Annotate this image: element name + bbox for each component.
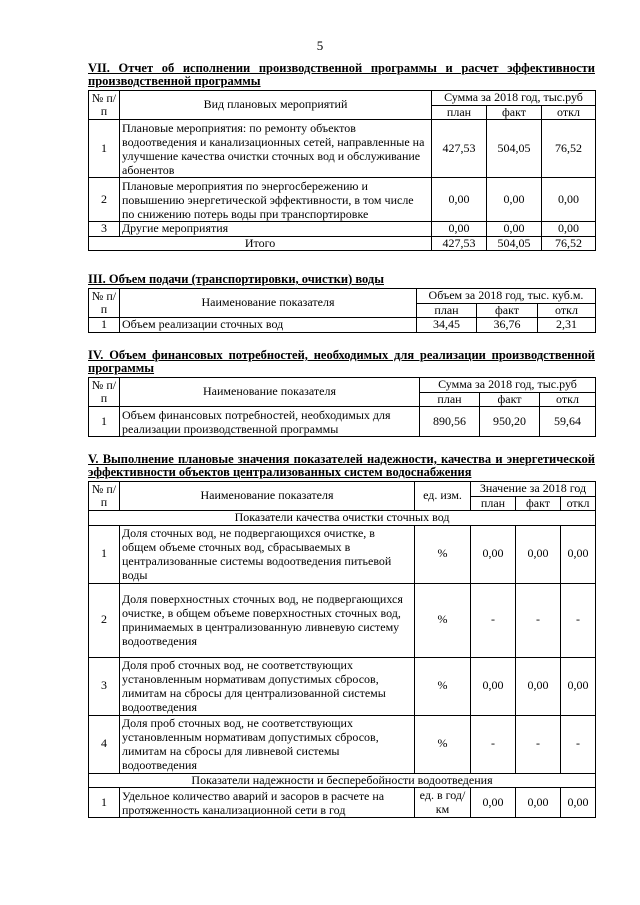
header-fact: факт: [516, 496, 561, 511]
row-unit: ед. в год/ км: [415, 788, 471, 818]
row-num: 2: [89, 583, 120, 657]
table-row: [89, 222, 596, 237]
header-plan: план: [420, 392, 480, 407]
total-label: Итого: [89, 236, 432, 251]
row-plan: 890,56: [420, 407, 480, 437]
header-fact: факт: [477, 303, 538, 318]
row-name: Доля проб сточных вод, не соответствующих установленным нормативам допустимых сбросов, лимитам на сбросы для ливневой системы водоотведения: [120, 715, 415, 773]
header-sum: Сумма за 2018 год, тыс.руб: [420, 378, 596, 393]
header-fact: факт: [480, 392, 540, 407]
header-name: Вид плановых мероприятий: [120, 91, 432, 120]
row-otkl: 0,00: [542, 178, 596, 222]
header-num: № п/п: [89, 482, 120, 511]
row-num: 3: [89, 222, 120, 237]
header-name: Наименование показателя: [120, 378, 420, 407]
row-num: 1: [89, 407, 120, 437]
row-name: Объем финансовых потребностей, необходимых для реализации производственной программы: [120, 407, 420, 437]
row-name: Доля сточных вод, не подвергающихся очистке, в общем объеме сточных вод, сбрасываемых в централизованные системы водоотведения питьевой воды: [120, 525, 415, 583]
page-number: 5: [316, 38, 324, 53]
header-otkl: откл: [561, 496, 596, 511]
section-vii-table: [88, 90, 596, 251]
row-otkl: 59,64: [540, 407, 596, 437]
row-name: Доля поверхностных сточных вод, не подвергающихся очистке, в общем объеме поверхностных сточных вод, принимаемых в централизованную ливневую систему водоотведения: [120, 583, 415, 657]
row-plan: 34,45: [417, 318, 477, 333]
section-iii-table: [88, 288, 596, 333]
section-vii: [88, 62, 595, 251]
header-name: Наименование показателя: [120, 289, 417, 318]
section-v: [88, 453, 595, 818]
section-vii-title: VII. Отчет об исполнении производственной программы и расчет эффективности производственной программы: [88, 61, 595, 88]
section-v-table: [88, 481, 596, 818]
section-iii-title: III. Объем подачи (транспортировки, очистки) воды: [88, 272, 385, 286]
group-row: [89, 511, 596, 526]
header-otkl: откл: [540, 392, 596, 407]
table-row: [89, 407, 596, 437]
row-otkl: 0,00: [542, 222, 596, 237]
group-title: Показатели качества очистки сточных вод: [89, 511, 596, 526]
header-plan: план: [432, 105, 487, 120]
table-row: [89, 583, 596, 657]
row-name: Плановые мероприятия: по ремонту объектов водоотведения и канализационных сетей, направленные на улучшение качества очистки сточных вод и обслуживание абонентов: [120, 120, 432, 178]
row-unit: %: [415, 583, 471, 657]
row-fact: 0,00: [516, 657, 561, 715]
row-num: 1: [89, 318, 120, 333]
group-row: [89, 773, 596, 788]
header-num: № п/п: [89, 378, 120, 407]
row-fact: 950,20: [480, 407, 540, 437]
row-otkl: 2,31: [538, 318, 596, 333]
row-fact: 0,00: [487, 178, 542, 222]
total-plan: 427,53: [432, 236, 487, 251]
table-row: [89, 525, 596, 583]
row-otkl: 0,00: [561, 525, 596, 583]
header-num: № п/п: [89, 91, 120, 120]
header-fact: факт: [487, 105, 542, 120]
row-otkl: 0,00: [561, 788, 596, 818]
row-otkl: 0,00: [561, 657, 596, 715]
header-name: Наименование показателя: [120, 482, 415, 511]
row-fact: 0,00: [516, 788, 561, 818]
section-iv: [88, 349, 595, 437]
row-num: 2: [89, 178, 120, 222]
table-row: [89, 788, 596, 818]
group-title: Показатели надежности и бесперебойности водоотведения: [89, 773, 596, 788]
row-num: 3: [89, 657, 120, 715]
header-num: № п/п: [89, 289, 120, 318]
row-name: Доля проб сточных вод, не соответствующих установленным нормативам допустимых сбросов, лимитам на сбросы для централизованной системы водоотведения: [120, 657, 415, 715]
row-otkl: 76,52: [542, 120, 596, 178]
row-name: Удельное количество аварий и засоров в расчете на протяженность канализационной сети в год: [120, 788, 415, 818]
section-iii: [88, 273, 595, 333]
section-v-title: V. Выполнение плановые значения показателей надежности, качества и энергетической эффективности объектов централизованных систем водоснабжения: [88, 452, 595, 479]
row-plan: 0,00: [471, 525, 516, 583]
table-row: [89, 715, 596, 773]
table-row: [89, 318, 596, 333]
total-row: [89, 236, 596, 251]
row-otkl: -: [561, 715, 596, 773]
header-sum: Сумма за 2018 год, тыс.руб: [432, 91, 596, 106]
row-plan: 0,00: [432, 178, 487, 222]
row-name: Плановые мероприятия по энергосбережению и повышению энергетической эффективности, в том числе по снижению потерь воды при транспортировке: [120, 178, 432, 222]
header-sum: Объем за 2018 год, тыс. куб.м.: [417, 289, 596, 304]
row-unit: %: [415, 657, 471, 715]
row-num: 1: [89, 525, 120, 583]
row-plan: 0,00: [471, 788, 516, 818]
table-row: [89, 657, 596, 715]
row-fact: 504,05: [487, 120, 542, 178]
section-iv-title: IV. Объем финансовых потребностей, необходимых для реализации производственной программы: [88, 348, 595, 375]
row-fact: -: [516, 583, 561, 657]
row-fact: 0,00: [487, 222, 542, 237]
header-value: Значение за 2018 год: [471, 482, 596, 497]
header-otkl: откл: [542, 105, 596, 120]
row-name: Другие мероприятия: [120, 222, 432, 237]
header-plan: план: [471, 496, 516, 511]
row-name: Объем реализации сточных вод: [120, 318, 417, 333]
row-plan: -: [471, 715, 516, 773]
row-plan: 427,53: [432, 120, 487, 178]
row-num: 1: [89, 788, 120, 818]
header-unit: ед. изм.: [415, 482, 471, 511]
row-plan: 0,00: [432, 222, 487, 237]
header-otkl: откл: [538, 303, 596, 318]
row-num: 1: [89, 120, 120, 178]
total-otkl: 76,52: [542, 236, 596, 251]
header-plan: план: [417, 303, 477, 318]
table-row: [89, 178, 596, 222]
row-unit: %: [415, 525, 471, 583]
table-row: [89, 120, 596, 178]
row-plan: 0,00: [471, 657, 516, 715]
row-plan: -: [471, 583, 516, 657]
section-iv-table: [88, 377, 596, 437]
row-fact: 0,00: [516, 525, 561, 583]
row-fact: 36,76: [477, 318, 538, 333]
row-otkl: -: [561, 583, 596, 657]
row-fact: -: [516, 715, 561, 773]
row-num: 4: [89, 715, 120, 773]
row-unit: %: [415, 715, 471, 773]
total-fact: 504,05: [487, 236, 542, 251]
